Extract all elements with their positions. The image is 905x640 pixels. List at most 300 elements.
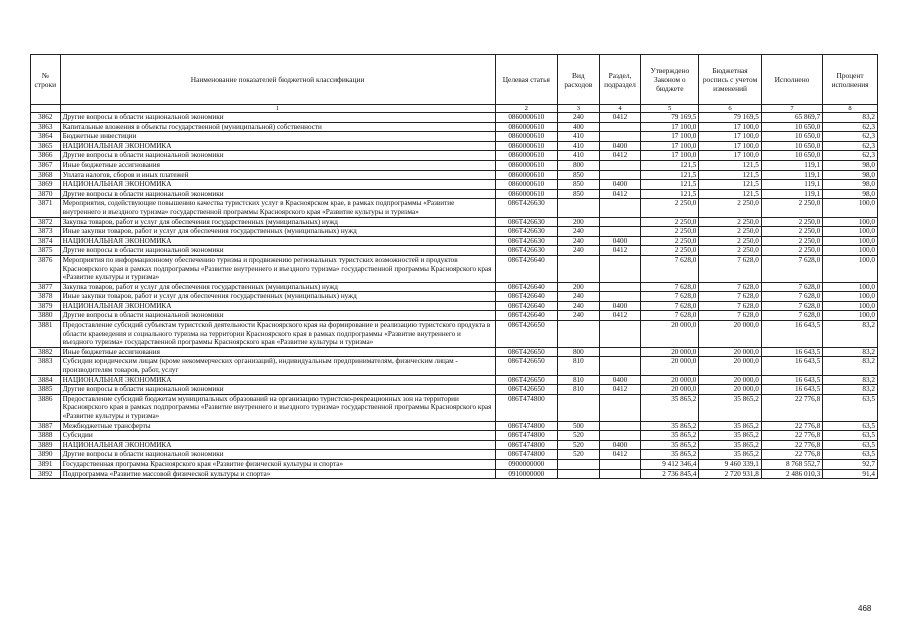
- row-section: [599, 469, 641, 479]
- row-section: 0412: [599, 189, 641, 199]
- row-approved: 20 000,0: [641, 357, 699, 375]
- row-expense-type: 240: [558, 292, 600, 302]
- row-section: [599, 170, 641, 180]
- row-approved: 17 100,0: [641, 122, 699, 132]
- table-row: [31, 440, 878, 450]
- table-row: [31, 189, 878, 199]
- row-budget-schedule: 7 628,0: [699, 311, 761, 321]
- row-name: Государственная программа Красноярского края «Развитие физической культуры и спорта»: [60, 459, 495, 469]
- row-approved: 7 628,0: [641, 311, 699, 321]
- table-row: [31, 151, 878, 161]
- table-row: [31, 227, 878, 237]
- row-number: 3863: [31, 122, 61, 132]
- row-executed: 16 643,5: [761, 347, 822, 357]
- row-budget-schedule: 7 628,0: [699, 255, 761, 282]
- header-percent: Процент исполнения: [823, 55, 878, 105]
- table-row: [31, 199, 878, 217]
- row-approved: 9 412 346,4: [641, 459, 699, 469]
- row-percent: 100,0: [823, 282, 878, 292]
- row-section: [599, 347, 641, 357]
- row-target: 086Т426640: [495, 311, 557, 321]
- row-target: 086Т474800: [495, 440, 557, 450]
- row-section: 0400: [599, 375, 641, 385]
- row-name: Мероприятия, содействующие повышению качества туристских услуг в Красноярском крае, в рамках подпрограммы «Развитие внутреннего и въездного туризма» государственной программы Красноярского края «Развитие культуры и туризма»: [60, 199, 495, 217]
- column-index: 5: [641, 105, 699, 113]
- row-name: Другие вопросы в области национальной экономики: [60, 151, 495, 161]
- row-name: Субсидии: [60, 431, 495, 441]
- row-section: 0400: [599, 301, 641, 311]
- row-budget-schedule: 17 100,0: [699, 151, 761, 161]
- table-row: [31, 394, 878, 421]
- row-executed: 16 643,5: [761, 321, 822, 348]
- row-expense-type: 240: [558, 246, 600, 256]
- row-number: 3869: [31, 180, 61, 190]
- row-expense-type: 240: [558, 311, 600, 321]
- row-target: 0860000610: [495, 180, 557, 190]
- row-number: 3885: [31, 385, 61, 395]
- row-expense-type: 520: [558, 440, 600, 450]
- row-target: 086Т426650: [495, 347, 557, 357]
- row-executed: 2 486 010,3: [761, 469, 822, 479]
- row-percent: 98,0: [823, 160, 878, 170]
- row-target: 086Т426650: [495, 357, 557, 375]
- row-name: Межбюджетные трансферты: [60, 421, 495, 431]
- row-executed: 119,1: [761, 160, 822, 170]
- row-approved: 2 250,0: [641, 227, 699, 237]
- row-name: НАЦИОНАЛЬНАЯ ЭКОНОМИКА: [60, 236, 495, 246]
- row-executed: 16 643,5: [761, 357, 822, 375]
- row-section: 0400: [599, 236, 641, 246]
- row-number: 3891: [31, 459, 61, 469]
- row-percent: 98,0: [823, 180, 878, 190]
- row-expense-type: 200: [558, 217, 600, 227]
- table-row: [31, 421, 878, 431]
- row-number: 3892: [31, 469, 61, 479]
- row-approved: 20 000,0: [641, 321, 699, 348]
- row-number: 3884: [31, 375, 61, 385]
- row-approved: 17 100,0: [641, 151, 699, 161]
- row-target: 0860000610: [495, 160, 557, 170]
- table-row: [31, 431, 878, 441]
- row-percent: 100,0: [823, 301, 878, 311]
- row-executed: 2 250,0: [761, 246, 822, 256]
- row-section: 0400: [599, 180, 641, 190]
- row-expense-type: 520: [558, 431, 600, 441]
- row-percent: 62,3: [823, 132, 878, 142]
- row-number: 3870: [31, 189, 61, 199]
- row-number: 3871: [31, 199, 61, 217]
- row-budget-schedule: 2 250,0: [699, 246, 761, 256]
- row-budget-schedule: 121,5: [699, 189, 761, 199]
- row-budget-schedule: 2 250,0: [699, 217, 761, 227]
- row-percent: 83,2: [823, 375, 878, 385]
- row-target: 0860000610: [495, 132, 557, 142]
- table-row: [31, 255, 878, 282]
- row-number: 3876: [31, 255, 61, 282]
- row-percent: 100,0: [823, 246, 878, 256]
- header-approved: Утверждено Законом о бюджете: [641, 55, 699, 105]
- row-name: Другие вопросы в области национальной экономики: [60, 189, 495, 199]
- row-number: 3875: [31, 246, 61, 256]
- row-executed: 7 628,0: [761, 255, 822, 282]
- row-approved: 2 736 845,4: [641, 469, 699, 479]
- row-target: 086Т426630: [495, 236, 557, 246]
- row-section: 0400: [599, 141, 641, 151]
- row-section: [599, 321, 641, 348]
- row-number: 3862: [31, 113, 61, 123]
- row-target: 086Т426640: [495, 282, 557, 292]
- row-name: Подпрограмма «Развитие массовой физической культуры и спорта»: [60, 469, 495, 479]
- row-section: 0412: [599, 151, 641, 161]
- row-target: 086Т426630: [495, 217, 557, 227]
- row-number: 3868: [31, 170, 61, 180]
- row-section: 0412: [599, 450, 641, 460]
- header-target: Целевая статья: [495, 55, 557, 105]
- row-number: 3878: [31, 292, 61, 302]
- row-approved: 17 100,0: [641, 132, 699, 142]
- row-section: 0412: [599, 113, 641, 123]
- row-budget-schedule: 2 250,0: [699, 199, 761, 217]
- column-index-row: [31, 105, 878, 113]
- row-executed: 7 628,0: [761, 301, 822, 311]
- row-expense-type: 240: [558, 227, 600, 237]
- row-expense-type: 240: [558, 236, 600, 246]
- row-number: 3887: [31, 421, 61, 431]
- row-approved: 121,5: [641, 170, 699, 180]
- row-target: 0860000610: [495, 113, 557, 123]
- row-percent: 98,0: [823, 170, 878, 180]
- row-executed: 119,1: [761, 170, 822, 180]
- row-target: 086Т426650: [495, 375, 557, 385]
- row-budget-schedule: 20 000,0: [699, 357, 761, 375]
- row-executed: 2 250,0: [761, 217, 822, 227]
- row-expense-type: [558, 255, 600, 282]
- row-percent: 83,2: [823, 321, 878, 348]
- table-row: [31, 321, 878, 348]
- row-executed: 10 650,0: [761, 151, 822, 161]
- row-percent: 100,0: [823, 199, 878, 217]
- row-name: Капитальные вложения в объекты государственной (муниципальной) собственности: [60, 122, 495, 132]
- row-name: Другие вопросы в области национальной экономики: [60, 450, 495, 460]
- row-executed: 7 628,0: [761, 292, 822, 302]
- row-executed: 22 776,8: [761, 450, 822, 460]
- column-index-blank: [31, 105, 61, 113]
- row-budget-schedule: 17 100,0: [699, 132, 761, 142]
- row-executed: 119,1: [761, 189, 822, 199]
- row-budget-schedule: 2 250,0: [699, 236, 761, 246]
- row-target: 086Т474800: [495, 421, 557, 431]
- row-expense-type: 520: [558, 450, 600, 460]
- row-budget-schedule: 20 000,0: [699, 385, 761, 395]
- row-expense-type: 810: [558, 375, 600, 385]
- row-approved: 2 250,0: [641, 236, 699, 246]
- row-target: 086Т474800: [495, 450, 557, 460]
- row-name: НАЦИОНАЛЬНАЯ ЭКОНОМИКА: [60, 375, 495, 385]
- table-row: [31, 113, 878, 123]
- row-executed: 16 643,5: [761, 375, 822, 385]
- row-name: Бюджетные инвестиции: [60, 132, 495, 142]
- table-row: [31, 375, 878, 385]
- row-section: 0412: [599, 385, 641, 395]
- row-budget-schedule: 20 000,0: [699, 321, 761, 348]
- row-number: 3873: [31, 227, 61, 237]
- row-number: 3879: [31, 301, 61, 311]
- row-percent: 63,5: [823, 421, 878, 431]
- row-section: [599, 217, 641, 227]
- column-index: 1: [60, 105, 495, 113]
- row-name: Иные закупки товаров, работ и услуг для обеспечения государственных (муниципальных) нужд: [60, 227, 495, 237]
- row-approved: 17 100,0: [641, 141, 699, 151]
- row-budget-schedule: 17 100,0: [699, 122, 761, 132]
- row-percent: 100,0: [823, 292, 878, 302]
- row-percent: 83,2: [823, 113, 878, 123]
- row-target: 086Т426630: [495, 199, 557, 217]
- row-percent: 100,0: [823, 311, 878, 321]
- row-executed: 22 776,8: [761, 421, 822, 431]
- row-approved: 2 250,0: [641, 217, 699, 227]
- row-section: [599, 357, 641, 375]
- table-row: [31, 292, 878, 302]
- row-approved: 35 865,2: [641, 440, 699, 450]
- row-expense-type: 800: [558, 347, 600, 357]
- row-approved: 7 628,0: [641, 292, 699, 302]
- table-row: [31, 385, 878, 395]
- row-section: [599, 132, 641, 142]
- column-index: 7: [761, 105, 822, 113]
- row-budget-schedule: 35 865,2: [699, 431, 761, 441]
- row-percent: 98,0: [823, 189, 878, 199]
- header-section: Раздел, подраздел: [599, 55, 641, 105]
- row-approved: 20 000,0: [641, 347, 699, 357]
- row-number: 3872: [31, 217, 61, 227]
- row-name: Иные бюджетные ассигнования: [60, 160, 495, 170]
- row-budget-schedule: 79 169,5: [699, 113, 761, 123]
- row-expense-type: 810: [558, 357, 600, 375]
- row-number: 3890: [31, 450, 61, 460]
- row-name: Мероприятия по информационному обеспечению туризма и продвижению региональных туристских возможностей и продуктов Красноярского края в рамках подпрограммы «Развитие внутреннего и въездного туризма» государственной программы Красноярского края «Развитие культуры и туризма»: [60, 255, 495, 282]
- row-number: 3883: [31, 357, 61, 375]
- table-row: [31, 246, 878, 256]
- row-executed: 10 650,0: [761, 122, 822, 132]
- row-number: 3889: [31, 440, 61, 450]
- row-target: 0860000610: [495, 141, 557, 151]
- row-number: 3880: [31, 311, 61, 321]
- row-executed: 10 650,0: [761, 132, 822, 142]
- row-approved: 121,5: [641, 180, 699, 190]
- row-budget-schedule: 121,5: [699, 160, 761, 170]
- row-executed: 16 643,5: [761, 385, 822, 395]
- row-section: [599, 160, 641, 170]
- row-budget-schedule: 20 000,0: [699, 347, 761, 357]
- page-number: 468: [858, 604, 872, 613]
- row-name: Другие вопросы в области национальной экономики: [60, 246, 495, 256]
- row-budget-schedule: 2 250,0: [699, 227, 761, 237]
- table-row: [31, 301, 878, 311]
- row-percent: 91,4: [823, 469, 878, 479]
- row-target: 0910000000: [495, 469, 557, 479]
- column-index: 6: [699, 105, 761, 113]
- row-section: 0400: [599, 440, 641, 450]
- row-percent: 83,2: [823, 347, 878, 357]
- column-index: 2: [495, 105, 557, 113]
- table-row: [31, 180, 878, 190]
- row-approved: 35 865,2: [641, 450, 699, 460]
- row-number: 3864: [31, 132, 61, 142]
- row-name: Субсидии юридическим лицам (кроме некоммерческих организаций), индивидуальным предпринимателям, физическим лицам - производителям товаров, работ, услуг: [60, 357, 495, 375]
- header-budget-schedule: Бюджетная роспись с учетом изменений: [699, 55, 761, 105]
- row-name: Закупка товаров, работ и услуг для обеспечения государственных (муниципальных) нужд: [60, 282, 495, 292]
- row-executed: 22 776,8: [761, 440, 822, 450]
- row-percent: 63,5: [823, 394, 878, 421]
- row-executed: 65 869,7: [761, 113, 822, 123]
- row-budget-schedule: 7 628,0: [699, 282, 761, 292]
- row-expense-type: 410: [558, 151, 600, 161]
- row-name: Закупка товаров, работ и услуг для обеспечения государственных (муниципальных) нужд: [60, 217, 495, 227]
- row-target: 086Т426640: [495, 292, 557, 302]
- header-expense-type: Вид расходов: [558, 55, 600, 105]
- row-percent: 100,0: [823, 217, 878, 227]
- row-budget-schedule: 35 865,2: [699, 450, 761, 460]
- table-row: [31, 469, 878, 479]
- row-section: [599, 292, 641, 302]
- row-approved: 35 865,2: [641, 394, 699, 421]
- row-percent: 100,0: [823, 227, 878, 237]
- row-target: 086Т426640: [495, 301, 557, 311]
- row-executed: 7 628,0: [761, 311, 822, 321]
- row-target: 086Т426640: [495, 255, 557, 282]
- row-section: [599, 459, 641, 469]
- row-approved: 7 628,0: [641, 255, 699, 282]
- row-percent: 100,0: [823, 255, 878, 282]
- row-executed: 2 250,0: [761, 227, 822, 237]
- table-row: [31, 236, 878, 246]
- row-section: [599, 199, 641, 217]
- row-number: 3865: [31, 141, 61, 151]
- row-budget-schedule: 7 628,0: [699, 301, 761, 311]
- row-target: 0860000610: [495, 189, 557, 199]
- column-index: 8: [823, 105, 878, 113]
- row-name: Предоставление субсидий бюджетам муниципальных образований на организацию туристско-рекреационных зон на территории Красноярского края в рамках подпрограммы «Развитие внутреннего и въездного туризма» государственной программы Красноярского края «Развитие культуры и туризма»: [60, 394, 495, 421]
- row-budget-schedule: 9 460 339,1: [699, 459, 761, 469]
- row-percent: 100,0: [823, 236, 878, 246]
- row-expense-type: [558, 199, 600, 217]
- row-expense-type: [558, 469, 600, 479]
- row-target: 0860000610: [495, 122, 557, 132]
- row-name: Уплата налогов, сборов и иных платежей: [60, 170, 495, 180]
- row-expense-type: [558, 321, 600, 348]
- row-number: 3888: [31, 431, 61, 441]
- row-percent: 63,5: [823, 440, 878, 450]
- row-section: 0412: [599, 246, 641, 256]
- row-expense-type: [558, 459, 600, 469]
- row-percent: 63,5: [823, 450, 878, 460]
- row-expense-type: 410: [558, 132, 600, 142]
- row-approved: 121,5: [641, 189, 699, 199]
- table-row: [31, 450, 878, 460]
- row-section: [599, 421, 641, 431]
- row-target: 086Т426650: [495, 385, 557, 395]
- row-expense-type: [558, 394, 600, 421]
- row-percent: 83,2: [823, 357, 878, 375]
- row-target: 086Т426650: [495, 321, 557, 348]
- row-name: НАЦИОНАЛЬНАЯ ЭКОНОМИКА: [60, 301, 495, 311]
- row-name: НАЦИОНАЛЬНАЯ ЭКОНОМИКА: [60, 180, 495, 190]
- row-expense-type: 400: [558, 122, 600, 132]
- row-expense-type: 810: [558, 385, 600, 395]
- row-target: 0860000610: [495, 151, 557, 161]
- row-executed: 2 250,0: [761, 199, 822, 217]
- row-percent: 63,5: [823, 431, 878, 441]
- row-approved: 7 628,0: [641, 282, 699, 292]
- row-executed: 7 628,0: [761, 282, 822, 292]
- table-row: [31, 170, 878, 180]
- row-section: [599, 122, 641, 132]
- header-row-no: № строки: [31, 55, 61, 105]
- row-approved: 2 250,0: [641, 246, 699, 256]
- row-executed: 119,1: [761, 180, 822, 190]
- header-row: [31, 55, 878, 105]
- row-name: НАЦИОНАЛЬНАЯ ЭКОНОМИКА: [60, 141, 495, 151]
- row-budget-schedule: 20 000,0: [699, 375, 761, 385]
- row-executed: 2 250,0: [761, 236, 822, 246]
- table-row: [31, 132, 878, 142]
- row-target: 086Т426630: [495, 227, 557, 237]
- row-approved: 2 250,0: [641, 199, 699, 217]
- table-row: [31, 282, 878, 292]
- row-name: Предоставление субсидий субъектам туристской деятельности Красноярского края на формирование и реализацию туристского продукта в области краеведения и социального туризма на территории Красноярского края в рамках подпрограммы «Развитие внутреннего и въездного туризма» государственной программы Красноярского края «Развитие культуры и туризма»: [60, 321, 495, 348]
- row-percent: 62,3: [823, 141, 878, 151]
- row-expense-type: 850: [558, 170, 600, 180]
- row-target: 086Т426630: [495, 246, 557, 256]
- row-target: 0900000000: [495, 459, 557, 469]
- row-number: 3866: [31, 151, 61, 161]
- table-row: [31, 217, 878, 227]
- row-expense-type: 500: [558, 421, 600, 431]
- row-expense-type: 240: [558, 113, 600, 123]
- row-approved: 35 865,2: [641, 431, 699, 441]
- row-approved: 35 865,2: [641, 421, 699, 431]
- row-expense-type: 850: [558, 180, 600, 190]
- row-approved: 20 000,0: [641, 375, 699, 385]
- row-budget-schedule: 35 865,2: [699, 394, 761, 421]
- row-budget-schedule: 17 100,0: [699, 141, 761, 151]
- row-percent: 62,3: [823, 122, 878, 132]
- row-percent: 62,3: [823, 151, 878, 161]
- table-row: [31, 357, 878, 375]
- row-name: Другие вопросы в области национальной экономики: [60, 385, 495, 395]
- row-number: 3882: [31, 347, 61, 357]
- table-row: [31, 160, 878, 170]
- row-budget-schedule: 35 865,2: [699, 421, 761, 431]
- row-name: Иные бюджетные ассигнования: [60, 347, 495, 357]
- budget-table: [30, 54, 878, 479]
- row-section: [599, 431, 641, 441]
- row-target: 0860000610: [495, 170, 557, 180]
- row-expense-type: 410: [558, 141, 600, 151]
- row-expense-type: 200: [558, 282, 600, 292]
- table-row: [31, 311, 878, 321]
- table-body: [31, 113, 878, 479]
- row-percent: 92,7: [823, 459, 878, 469]
- row-section: 0412: [599, 311, 641, 321]
- row-name: Иные закупки товаров, работ и услуг для обеспечения государственных (муниципальных) нужд: [60, 292, 495, 302]
- row-budget-schedule: 2 720 931,8: [699, 469, 761, 479]
- row-section: [599, 394, 641, 421]
- table-row: [31, 141, 878, 151]
- row-number: 3867: [31, 160, 61, 170]
- column-index: 4: [599, 105, 641, 113]
- table-row: [31, 459, 878, 469]
